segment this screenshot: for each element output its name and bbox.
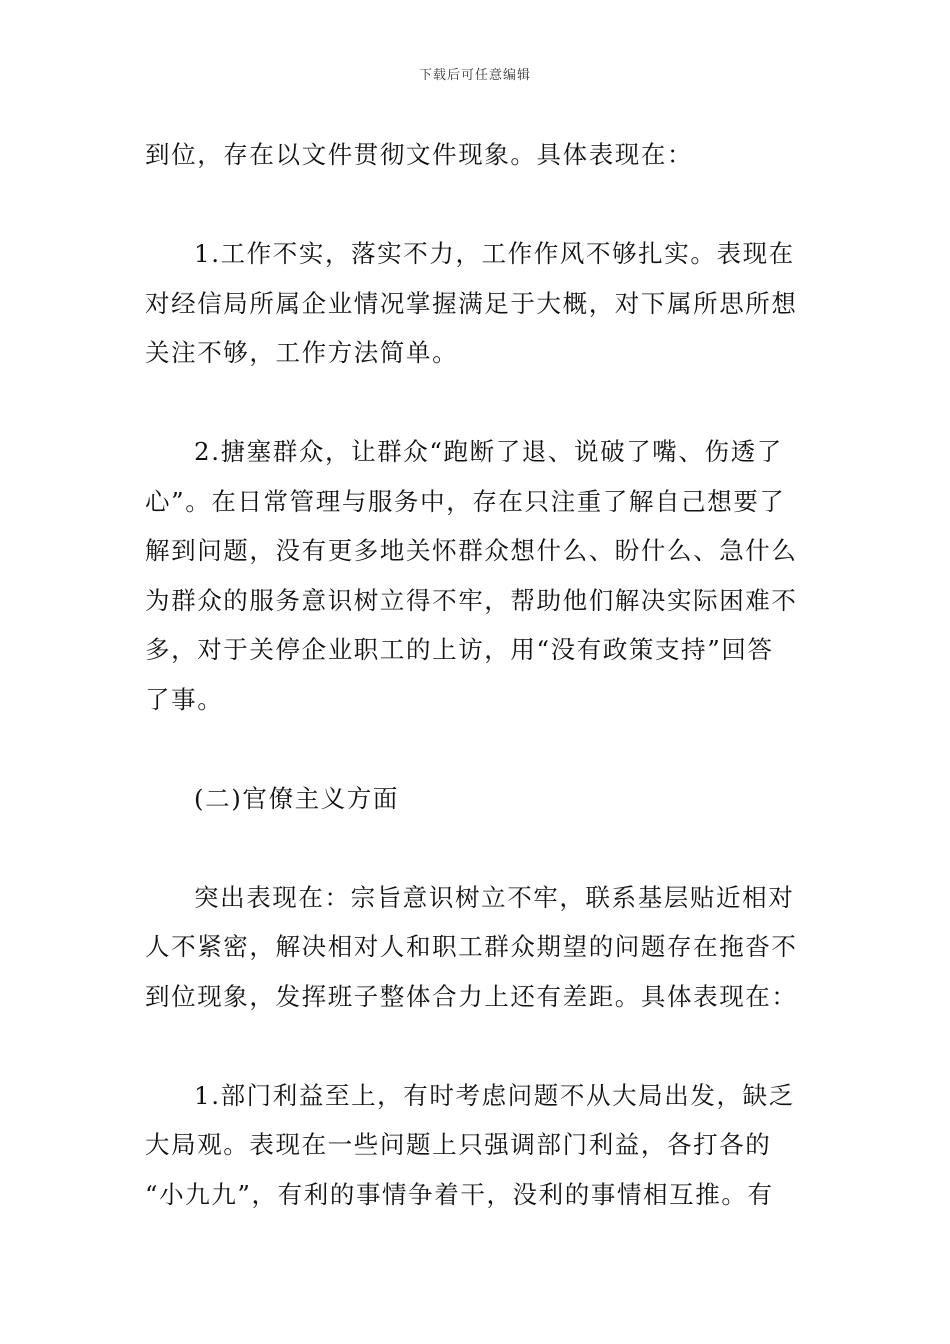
text-line: 心”。在日常管理与服务中，存在只注重了解自己想要了 [145,486,786,516]
text-line: (二)官僚主义方面 [194,783,400,813]
text-line: 了事。 [145,684,224,714]
section-heading-bureaucracy [145,774,810,824]
text-line: 2.搪塞群众，让群众“跑断了退、说破了嘴、伤透了 [194,437,783,466]
text-line: 突出表现在：宗旨意识树立不牢，联系基层贴近相对 [194,882,795,912]
text-line: “小九九”，有利的事情争着干，没利的事情相互推。有 [145,1179,774,1209]
text-line: 到位，存在以文件贯彻文件现象。具体表现在： [145,140,694,169]
document-body [145,130,810,1269]
text-line: 到位现象，发挥班子整体合力上还有差距。具体表现在： [145,981,798,1011]
text-line: 人不紧密，解决相对人和职工群众期望的问题存在拖沓不 [145,932,798,961]
text-line: 1.部门利益至上，有时考虑问题不从大局出发，缺乏 [194,1080,795,1110]
text-line: 大局观。表现在一些问题上只强调部门利益，各打各的 [145,1130,772,1159]
paragraph-item-1-department [145,1071,810,1220]
paragraph-highlights [145,873,810,1022]
paragraph-item-1-work [145,229,810,378]
text-line: 为群众的服务意识树立得不牢，帮助他们解决实际困难不 [145,585,798,615]
page-header: 下载后可任意编辑 [418,68,531,83]
paragraph-item-2-masses [145,427,810,724]
text-line: 解到问题，没有更多地关怀群众想什么、盼什么、急什么 [145,536,798,565]
text-line: 对经信局所属企业情况掌握满足于大概，对下属所思所想 [145,288,798,318]
text-line: 1.工作不实，落实不力，工作作风不够扎实。表现在 [194,239,795,268]
paragraph-continuation [145,130,810,180]
text-line: 关注不够，工作方法简单。 [145,338,459,367]
text-line: 多，对于关停企业职工的上访，用“没有政策支持”回答 [145,635,774,664]
